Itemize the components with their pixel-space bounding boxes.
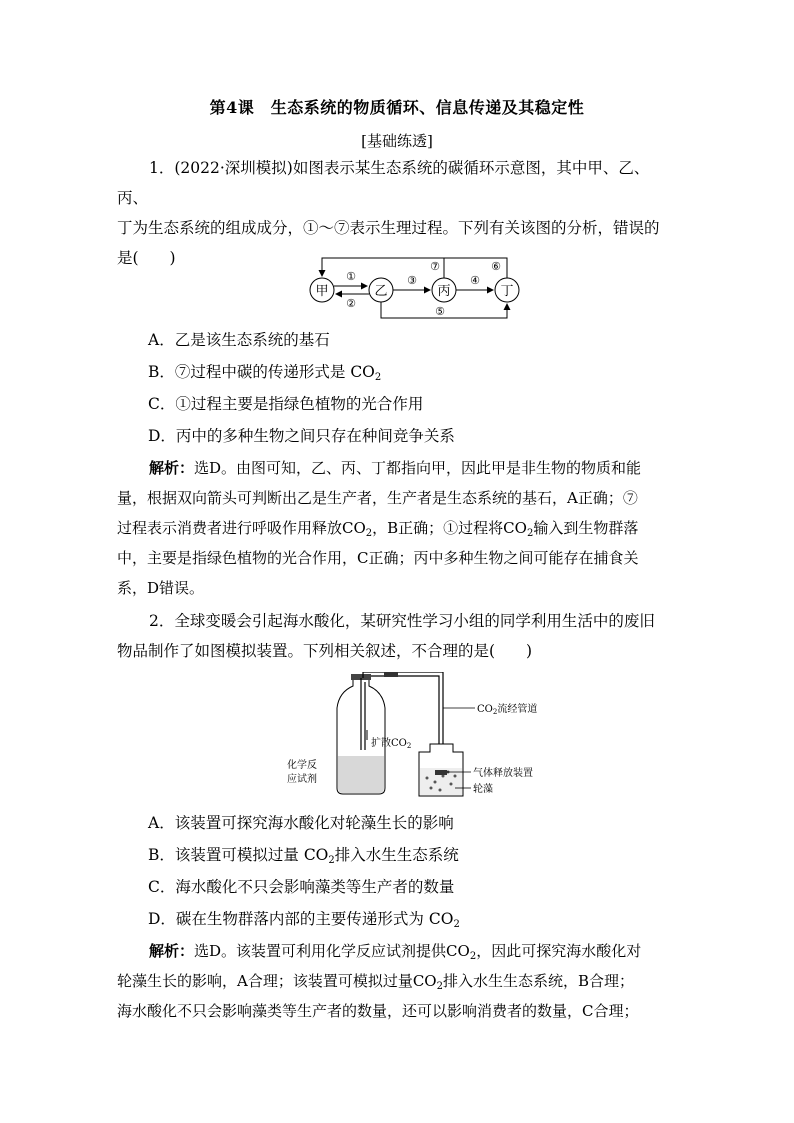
node-jia-label: 甲	[315, 284, 329, 299]
reagent-label-2: 应试剂	[287, 774, 317, 785]
node-ding-label: 丁	[500, 284, 514, 299]
q1-option-d: D．丙中的多种生物之间只存在种间竞争关系	[148, 427, 455, 445]
q1-expl-line3: 过程表示消费者进行呼吸作用释放$CO_2$，B正确；①过程将$CO_2$输入到生物群落	[117, 519, 639, 539]
edge-6-label: ⑥	[491, 260, 501, 273]
q1-stem-line3: 是( )	[117, 249, 176, 267]
pipe-label: $CO_2$流经管道	[477, 704, 538, 716]
carbon-cycle-diagram	[300, 250, 540, 325]
q1-expl-line4: 中，主要是指绿色植物的光合作用，C正确；丙中多种生物之间可能存在捕食关	[117, 549, 639, 567]
q1-option-a: A．乙是该生态系统的基石	[148, 331, 330, 349]
q2-option-b: B．该装置可模拟过量 $CO_2$排入水生生态系统	[148, 846, 459, 866]
bottle-liquid	[338, 756, 384, 793]
q2-stem	[117, 606, 677, 666]
node-yi-label: 乙	[374, 284, 388, 299]
q2-expl-line2: 轮藻生长的影响，A合理；该装置可模拟过量$CO_2$排入水生生态系统，B合理；	[117, 972, 635, 992]
q2-stem-line1: 2．全球变暖会引起海水酸化，某研究性学习小组的同学利用生活中的废旧	[149, 612, 655, 630]
edge-5-label: ⑤	[435, 305, 445, 318]
q2-explanation	[117, 936, 677, 1026]
q2-stem-line2: 物品制作了如图模拟装置。下列相关叙述，不合理的是( )	[117, 642, 533, 660]
q2-option-c: C．海水酸化不只会影响藻类等生产者的数量	[148, 878, 455, 896]
node-bing-label: 丙	[437, 284, 451, 299]
edge-7-label: ⑦	[430, 260, 440, 273]
diffuse-label: 扩散$CO_2$	[371, 738, 412, 750]
gas-release-device	[435, 770, 447, 775]
q1-option-c: C．①过程主要是指绿色植物的光合作用	[148, 395, 424, 413]
q2-option-d: D．碳在生物群落内部的主要传递形式为 $CO_2$	[148, 910, 460, 930]
edge-4-label: ④	[470, 274, 480, 287]
edge-1-label: ①	[346, 270, 356, 283]
q1-expl-line1: 解析：选D。由图可知，乙、丙、丁都指向甲，因此甲是非生物的物质和能	[149, 459, 642, 477]
q1-expl-line5: 系，D错误。	[117, 579, 205, 597]
q1-stem-line2: 丁为生态系统的组成成分，①～⑦表示生理过程。下列有关该图的分析，错误的	[117, 219, 660, 237]
algae-label: 轮藻	[473, 784, 493, 795]
q1-explanation	[117, 453, 677, 603]
edge-3-label: ③	[407, 274, 417, 287]
pipe-connector	[384, 672, 398, 677]
q2-expl-line1: 解析：选D。该装置可利用化学反应试剂提供$CO_2$，因此可探究海水酸化对	[149, 942, 642, 962]
section-label: [基础练透]	[361, 132, 433, 150]
lesson-title: 第4课 生态系统的物质循环、信息传递及其稳定性	[209, 98, 585, 117]
release-label: 气体释放装置	[473, 768, 533, 779]
q1-expl-line2: 量，根据双向箭头可判断出乙是生产者，生产者是生态系统的基石，A正确；⑦	[117, 489, 638, 507]
reagent-label-1: 化学反	[287, 760, 317, 771]
q2-option-a: A．该装置可探究海水酸化对轮藻生长的影响	[148, 814, 454, 832]
q1-option-b: B．⑦过程中碳的传递形式是 $CO_2$	[148, 363, 382, 383]
q1-stem-line1: 1．(2022·深圳模拟)如图表示某生态系统的碳循环示意图，其中甲、乙、丙、	[117, 159, 650, 207]
q2-expl-line3: 海水酸化不只会影响藻类等生产者的数量，还可以影响消费者的数量，C合理；	[117, 1002, 639, 1020]
edge-2-label: ②	[346, 297, 356, 310]
apparatus-diagram	[285, 672, 560, 800]
